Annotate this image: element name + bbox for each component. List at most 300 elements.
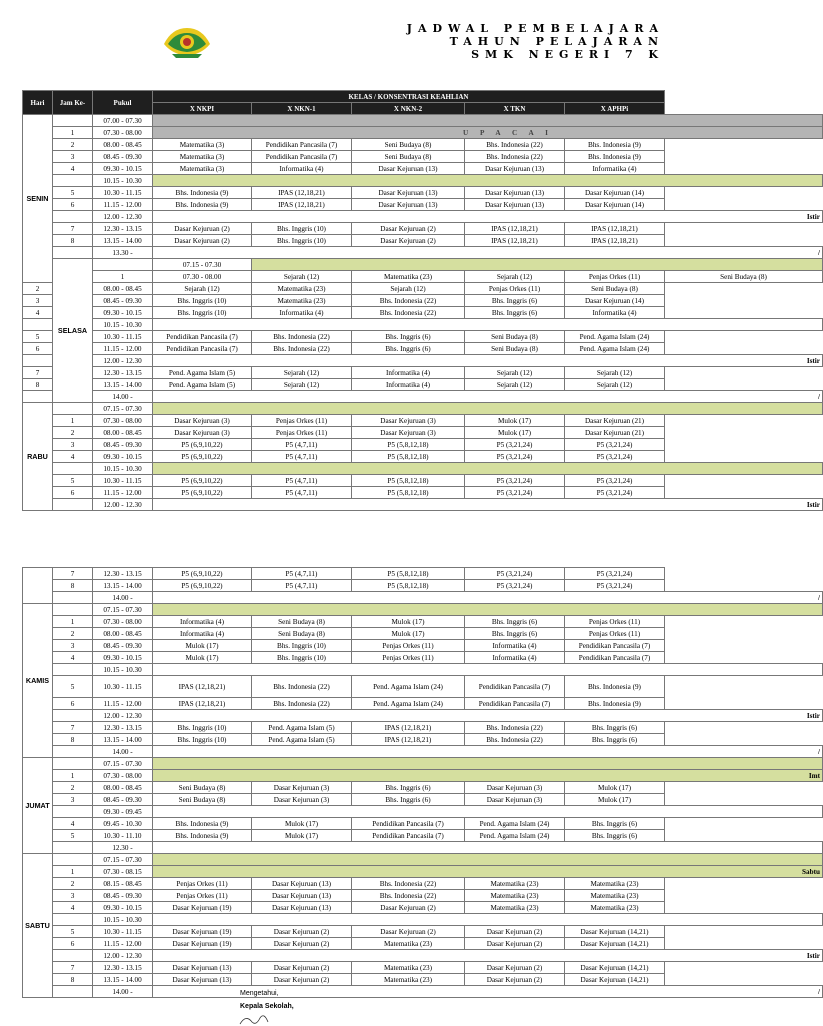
table-row	[23, 283, 823, 295]
subject-cell: Bhs. Indonesia (9)	[153, 199, 252, 211]
subject-cell: Bhs. Inggris (6)	[465, 307, 565, 319]
subject-cell: Pend. Agama Islam (5)	[153, 367, 252, 379]
subject-cell: Seni Budaya (8)	[665, 271, 823, 283]
table-row	[23, 487, 823, 499]
subject-cell: Matematika (23)	[465, 902, 565, 914]
table-row	[23, 794, 823, 806]
table-row	[23, 568, 823, 580]
subject-cell: Dasar Kejuruan (2)	[252, 926, 352, 938]
pukul-cell: 12.30 - 13.15	[93, 722, 153, 734]
subject-cell: Pend. Agama Islam (5)	[252, 734, 352, 746]
subject-cell: P5 (5,8,12,18)	[352, 580, 465, 592]
subject-cell: P5 (5,8,12,18)	[352, 439, 465, 451]
gutter-cell	[665, 367, 823, 379]
table-row	[23, 367, 823, 379]
gutter-cell	[665, 487, 823, 499]
pukul-cell: 13.15 - 14.00	[93, 235, 153, 247]
gutter-cell	[665, 698, 823, 710]
subject-cell: Bhs. Indonesia (9)	[153, 187, 252, 199]
table-row	[23, 710, 823, 722]
subject-cell: Matematika (3)	[153, 151, 252, 163]
subject-cell: Dasar Kejuruan (13)	[153, 974, 252, 986]
table-row	[23, 319, 823, 331]
pukul-cell: 10.30 - 11.15	[93, 475, 153, 487]
subject-cell: Pendidikan Pancasila (7)	[565, 640, 665, 652]
table-row	[23, 223, 823, 235]
subject-cell: Bhs. Inggris (10)	[252, 223, 352, 235]
pukul-cell: 12.30 - 13.15	[93, 568, 153, 580]
pukul-cell: 08.00 - 08.45	[93, 139, 153, 151]
jam-cell	[53, 592, 93, 604]
subject-cell: Dasar Kejuruan (3)	[252, 794, 352, 806]
jam-cell: 5	[53, 926, 93, 938]
header-kelas-group: KELAS / KONSENTRASI KEAHLIAN	[153, 91, 665, 103]
footer-acknowledge: Mengetahui,	[240, 990, 279, 997]
band-cell: /	[153, 592, 823, 604]
subject-cell: Matematika (3)	[153, 163, 252, 175]
table-row	[23, 770, 823, 782]
subject-cell: Matematika (23)	[565, 902, 665, 914]
band-cell: Istir	[153, 355, 823, 367]
gutter-cell	[665, 794, 823, 806]
table-row	[23, 842, 823, 854]
jam-cell: 7	[53, 223, 93, 235]
subject-cell: Informatika (4)	[153, 616, 252, 628]
subject-cell: Bhs. Indonesia (9)	[565, 676, 665, 698]
table-row	[23, 664, 823, 676]
title-line-3: SMK NEGERI 7 K	[471, 48, 664, 61]
subject-cell: Penjas Orkes (11)	[565, 628, 665, 640]
subject-cell: Pendidikan Pancasila (7)	[252, 151, 352, 163]
subject-cell: Bhs. Indonesia (9)	[153, 830, 252, 842]
table-row	[23, 151, 823, 163]
subject-cell: Seni Budaya (8)	[252, 616, 352, 628]
jam-cell	[53, 463, 93, 475]
band-cell	[153, 319, 823, 331]
band-cell: /	[153, 391, 823, 403]
subject-cell: Pend. Agama Islam (24)	[465, 830, 565, 842]
subject-cell: Dasar Kejuruan (14)	[565, 199, 665, 211]
jam-cell: 7	[53, 962, 93, 974]
jam-cell	[53, 806, 93, 818]
subject-cell: P5 (3,21,24)	[565, 487, 665, 499]
gutter-cell	[665, 223, 823, 235]
subject-cell: Pendidikan Pancasila (7)	[465, 676, 565, 698]
jam-cell	[53, 758, 93, 770]
subject-cell: Dasar Kejuruan (2)	[465, 938, 565, 950]
pukul-cell: 09.30 - 10.15	[93, 652, 153, 664]
pukul-cell: 12.00 - 12.30	[93, 710, 153, 722]
table-row	[23, 499, 823, 511]
subject-cell: P5 (3,21,24)	[465, 439, 565, 451]
subject-cell: Seni Budaya (8)	[352, 151, 465, 163]
subject-cell: Bhs. Inggris (10)	[153, 722, 252, 734]
subject-cell: Dasar Kejuruan (2)	[465, 962, 565, 974]
pukul-cell: 07.30 - 08.00	[93, 415, 153, 427]
jam-cell: 5	[53, 830, 93, 842]
gutter-cell	[665, 151, 823, 163]
pukul-cell: 12.30 - 13.15	[93, 367, 153, 379]
gutter-cell	[665, 235, 823, 247]
day-cell: JUMAT	[23, 758, 53, 854]
jam-cell	[53, 710, 93, 722]
subject-cell: Sejarah (12)	[252, 379, 352, 391]
subject-cell: Bhs. Inggris (10)	[252, 640, 352, 652]
subject-cell: Dasar Kejuruan (2)	[465, 974, 565, 986]
subject-cell: Pend. Agama Islam (24)	[565, 331, 665, 343]
table-row	[23, 235, 823, 247]
band-cell: /	[153, 746, 823, 758]
table-row	[23, 259, 823, 271]
table-row	[23, 878, 823, 890]
table-row	[23, 652, 823, 664]
subject-cell: Bhs. Indonesia (22)	[352, 878, 465, 890]
pukul-cell: 08.00 - 08.45	[93, 427, 153, 439]
subject-cell: Mulok (17)	[565, 782, 665, 794]
jam-cell: 3	[23, 295, 53, 307]
subject-cell: Bhs. Inggris (6)	[565, 722, 665, 734]
subject-cell: Mulok (17)	[153, 640, 252, 652]
pukul-cell: 08.45 - 09.30	[93, 794, 153, 806]
subject-cell: Pendidikan Pancasila (7)	[352, 818, 465, 830]
pukul-cell: 09.30 - 10.15	[93, 307, 153, 319]
jam-cell	[53, 914, 93, 926]
jam-cell: 5	[53, 676, 93, 698]
header-class-1: X NKPI	[153, 103, 252, 115]
jam-cell: 1	[53, 415, 93, 427]
header-pukul: Pukul	[93, 91, 153, 115]
gutter-cell	[665, 628, 823, 640]
subject-cell: Matematika (23)	[565, 878, 665, 890]
subject-cell: Penjas Orkes (11)	[565, 271, 665, 283]
subject-cell: Informatika (4)	[352, 367, 465, 379]
school-logo	[162, 24, 212, 60]
pukul-cell: 12.30 -	[93, 842, 153, 854]
subject-cell: Sejarah (12)	[465, 271, 565, 283]
subject-cell: Dasar Kejuruan (3)	[352, 415, 465, 427]
subject-cell: P5 (5,8,12,18)	[352, 487, 465, 499]
band-cell	[153, 806, 823, 818]
subject-cell: Penjas Orkes (11)	[153, 878, 252, 890]
jam-cell: 1	[53, 127, 93, 139]
subject-cell: Dasar Kejuruan (14)	[565, 295, 665, 307]
jam-cell: 6	[53, 199, 93, 211]
pukul-cell: 10.30 - 11.15	[93, 187, 153, 199]
jam-cell	[23, 391, 53, 403]
gutter-cell	[665, 902, 823, 914]
subject-cell: Penjas Orkes (11)	[252, 415, 352, 427]
subject-cell: Penjas Orkes (11)	[465, 283, 565, 295]
subject-cell: Bhs. Indonesia (22)	[252, 698, 352, 710]
subject-cell: Dasar Kejuruan (2)	[352, 223, 465, 235]
subject-cell: Mulok (17)	[352, 616, 465, 628]
subject-cell: Dasar Kejuruan (2)	[252, 974, 352, 986]
gutter-cell	[665, 415, 823, 427]
table-row	[23, 962, 823, 974]
subject-cell: Bhs. Inggris (10)	[153, 307, 252, 319]
table-row	[23, 580, 823, 592]
table-row	[23, 914, 823, 926]
table-row	[23, 640, 823, 652]
band-cell	[153, 842, 823, 854]
jam-cell	[93, 259, 153, 271]
subject-cell: Dasar Kejuruan (14,21)	[565, 938, 665, 950]
subject-cell: Dasar Kejuruan (19)	[153, 938, 252, 950]
pukul-cell: 07.15 - 07.30	[93, 403, 153, 415]
gutter-cell	[665, 187, 823, 199]
subject-cell: Seni Budaya (8)	[153, 794, 252, 806]
subject-cell: P5 (3,21,24)	[465, 475, 565, 487]
jam-cell: 5	[53, 187, 93, 199]
subject-cell: Bhs. Inggris (6)	[565, 830, 665, 842]
day-cell	[23, 568, 53, 604]
gutter-cell	[665, 734, 823, 746]
jam-cell: 4	[53, 652, 93, 664]
day-cell: KAMIS	[23, 604, 53, 758]
gutter-cell	[665, 295, 823, 307]
jam-cell: 2	[23, 283, 53, 295]
band-cell: Sabtu	[153, 866, 823, 878]
schedule-table-part-1	[22, 90, 823, 511]
jam-cell: 4	[53, 451, 93, 463]
subject-cell: P5 (3,21,24)	[465, 568, 565, 580]
subject-cell: Bhs. Indonesia (22)	[252, 331, 352, 343]
gutter-cell	[665, 938, 823, 950]
table-row	[23, 439, 823, 451]
jam-cell	[53, 854, 93, 866]
subject-cell: Informatika (4)	[252, 163, 352, 175]
pukul-cell: 07.00 - 07.30	[93, 115, 153, 127]
gutter-cell	[665, 722, 823, 734]
pukul-cell: 13.15 - 14.00	[93, 734, 153, 746]
jam-cell: 6	[23, 343, 53, 355]
table-row	[23, 295, 823, 307]
jam-cell	[53, 211, 93, 223]
subject-cell: Bhs. Inggris (6)	[352, 782, 465, 794]
subject-cell: Bhs. Indonesia (22)	[465, 734, 565, 746]
band-cell: Istir	[153, 950, 823, 962]
jam-cell: 3	[53, 640, 93, 652]
subject-cell: Bhs. Inggris (6)	[465, 295, 565, 307]
gutter-cell	[665, 139, 823, 151]
pukul-cell: 13.15 - 14.00	[93, 379, 153, 391]
subject-cell: Mulok (17)	[252, 818, 352, 830]
subject-cell: Dasar Kejuruan (14)	[565, 187, 665, 199]
subject-cell: Dasar Kejuruan (13)	[352, 199, 465, 211]
subject-cell: Matematika (23)	[352, 938, 465, 950]
subject-cell: Dasar Kejuruan (2)	[352, 926, 465, 938]
subject-cell: Dasar Kejuruan (13)	[252, 890, 352, 902]
subject-cell: P5 (6,9,10,22)	[153, 580, 252, 592]
subject-cell: Matematika (23)	[352, 962, 465, 974]
subject-cell: Pendidikan Pancasila (7)	[465, 698, 565, 710]
subject-cell: Dasar Kejuruan (3)	[352, 427, 465, 439]
jam-cell: 8	[53, 580, 93, 592]
jam-cell: 4	[53, 818, 93, 830]
subject-cell: Pend. Agama Islam (5)	[252, 722, 352, 734]
subject-cell: Informatika (4)	[352, 379, 465, 391]
gutter-cell	[665, 890, 823, 902]
subject-cell: IPAS (12,18,21)	[352, 722, 465, 734]
subject-cell: P5 (3,21,24)	[465, 451, 565, 463]
subject-cell: Dasar Kejuruan (2)	[352, 235, 465, 247]
subject-cell: P5 (4,7,11)	[252, 451, 352, 463]
subject-cell: Sejarah (12)	[352, 283, 465, 295]
pukul-cell: 07.15 - 07.30	[153, 259, 252, 271]
table-row	[23, 758, 823, 770]
table-row	[23, 592, 823, 604]
pukul-cell: 10.15 - 10.30	[93, 319, 153, 331]
subject-cell: Penjas Orkes (11)	[352, 640, 465, 652]
subject-cell: Matematika (23)	[352, 974, 465, 986]
pukul-cell: 13.15 - 14.00	[93, 580, 153, 592]
gutter-cell	[665, 568, 823, 580]
subject-cell: P5 (3,21,24)	[565, 475, 665, 487]
subject-cell: Informatika (4)	[153, 628, 252, 640]
subject-cell: Dasar Kejuruan (19)	[153, 926, 252, 938]
jam-cell: 7	[53, 722, 93, 734]
table-row	[23, 782, 823, 794]
pukul-cell: 07.30 - 08.00	[93, 127, 153, 139]
band-cell	[153, 403, 823, 415]
subject-cell: Dasar Kejuruan (21)	[565, 427, 665, 439]
pukul-cell: 12.00 - 12.30	[93, 499, 153, 511]
pukul-cell: 08.15 - 08.45	[93, 878, 153, 890]
subject-cell: Matematika (23)	[352, 271, 465, 283]
subject-cell: Dasar Kejuruan (3)	[153, 427, 252, 439]
subject-cell: Seni Budaya (8)	[565, 283, 665, 295]
gutter-cell	[665, 640, 823, 652]
subject-cell: Pendidikan Pancasila (7)	[565, 652, 665, 664]
gutter-cell	[665, 818, 823, 830]
schedule-table-part-2	[22, 567, 823, 998]
jam-cell: 3	[53, 890, 93, 902]
subject-cell: Bhs. Indonesia (22)	[465, 151, 565, 163]
table-row	[23, 604, 823, 616]
pukul-cell: 09.30 - 10.15	[93, 451, 153, 463]
jam-cell: 1	[53, 770, 93, 782]
jam-cell	[53, 115, 93, 127]
subject-cell: Dasar Kejuruan (2)	[153, 223, 252, 235]
gutter-cell	[665, 427, 823, 439]
gutter-cell	[665, 163, 823, 175]
jam-cell: 6	[53, 698, 93, 710]
table-row	[23, 734, 823, 746]
band-cell	[252, 259, 823, 271]
subject-cell: IPAS (12,18,21)	[465, 235, 565, 247]
jam-cell	[53, 664, 93, 676]
subject-cell: IPAS (12,18,21)	[153, 676, 252, 698]
header-class-2: X NKN-1	[252, 103, 352, 115]
title-line-1: JADWAL PEMBELAJARA	[406, 22, 664, 35]
subject-cell: Matematika (23)	[565, 890, 665, 902]
band-cell: U P A C A I	[153, 127, 823, 139]
pukul-cell: 10.15 - 10.30	[93, 914, 153, 926]
gutter-cell	[665, 379, 823, 391]
signature-mark	[238, 1012, 308, 1026]
pukul-cell: 14.00 -	[93, 986, 153, 998]
subject-cell: Informatika (4)	[252, 307, 352, 319]
gutter-cell	[665, 343, 823, 355]
table-row	[23, 950, 823, 962]
table-row	[23, 175, 823, 187]
jam-cell	[53, 842, 93, 854]
table-row	[23, 806, 823, 818]
band-cell	[153, 463, 823, 475]
pukul-cell: 10.30 - 11.10	[93, 830, 153, 842]
pukul-cell: 08.45 - 09.30	[93, 640, 153, 652]
subject-cell: Bhs. Indonesia (22)	[352, 890, 465, 902]
table-row	[23, 247, 823, 259]
pukul-cell: 10.30 - 11.15	[93, 676, 153, 698]
subject-cell: Mulok (17)	[465, 415, 565, 427]
subject-cell: Bhs. Inggris (10)	[252, 235, 352, 247]
gutter-cell	[665, 676, 823, 698]
table-row	[23, 271, 823, 283]
pukul-cell: 08.00 - 08.45	[93, 283, 153, 295]
subject-cell: Pend. Agama Islam (24)	[352, 698, 465, 710]
subject-cell: Bhs. Indonesia (9)	[565, 151, 665, 163]
header-class-5: X APHPi	[565, 103, 665, 115]
pukul-cell: 08.00 - 08.45	[93, 782, 153, 794]
subject-cell: Sejarah (12)	[153, 283, 252, 295]
subject-cell: P5 (5,8,12,18)	[352, 568, 465, 580]
pukul-cell: 10.30 - 11.15	[93, 331, 153, 343]
subject-cell: P5 (4,7,11)	[252, 568, 352, 580]
subject-cell: Seni Budaya (8)	[153, 782, 252, 794]
subject-cell: Sejarah (12)	[252, 367, 352, 379]
table-row	[23, 391, 823, 403]
table-row	[23, 355, 823, 367]
subject-cell: Dasar Kejuruan (3)	[252, 782, 352, 794]
subject-cell: Penjas Orkes (11)	[565, 616, 665, 628]
subject-cell: Sejarah (12)	[465, 367, 565, 379]
subject-cell: Dasar Kejuruan (3)	[465, 794, 565, 806]
pukul-cell: 14.00 -	[93, 746, 153, 758]
pukul-cell: 12.00 - 12.30	[93, 211, 153, 223]
gutter-cell	[665, 974, 823, 986]
pukul-cell: 07.15 - 07.30	[93, 758, 153, 770]
table-row	[23, 902, 823, 914]
table-row	[23, 938, 823, 950]
pukul-cell: 12.30 - 13.15	[93, 962, 153, 974]
table-row	[23, 127, 823, 139]
title-line-2: TAHUN PELAJARAN	[449, 35, 664, 48]
jam-cell: 6	[53, 938, 93, 950]
subject-cell: Bhs. Indonesia (22)	[352, 295, 465, 307]
subject-cell: Pendidikan Pancasila (7)	[352, 830, 465, 842]
jam-cell: 7	[23, 367, 53, 379]
table-row	[23, 139, 823, 151]
subject-cell: Dasar Kejuruan (3)	[153, 415, 252, 427]
jam-cell: 5	[53, 475, 93, 487]
table-row	[23, 307, 823, 319]
table-row	[23, 926, 823, 938]
subject-cell: IPAS (12,18,21)	[465, 223, 565, 235]
band-cell: Istir	[153, 499, 823, 511]
gutter-cell	[665, 283, 823, 295]
gutter-cell	[665, 580, 823, 592]
subject-cell: P5 (3,21,24)	[565, 451, 665, 463]
jam-cell: 2	[53, 139, 93, 151]
subject-cell: Mulok (17)	[252, 830, 352, 842]
table-row	[23, 854, 823, 866]
subject-cell: Informatika (4)	[565, 163, 665, 175]
subject-cell: P5 (6,9,10,22)	[153, 568, 252, 580]
jam-cell: 4	[53, 163, 93, 175]
subject-cell: Sejarah (12)	[465, 379, 565, 391]
subject-cell: P5 (5,8,12,18)	[352, 451, 465, 463]
